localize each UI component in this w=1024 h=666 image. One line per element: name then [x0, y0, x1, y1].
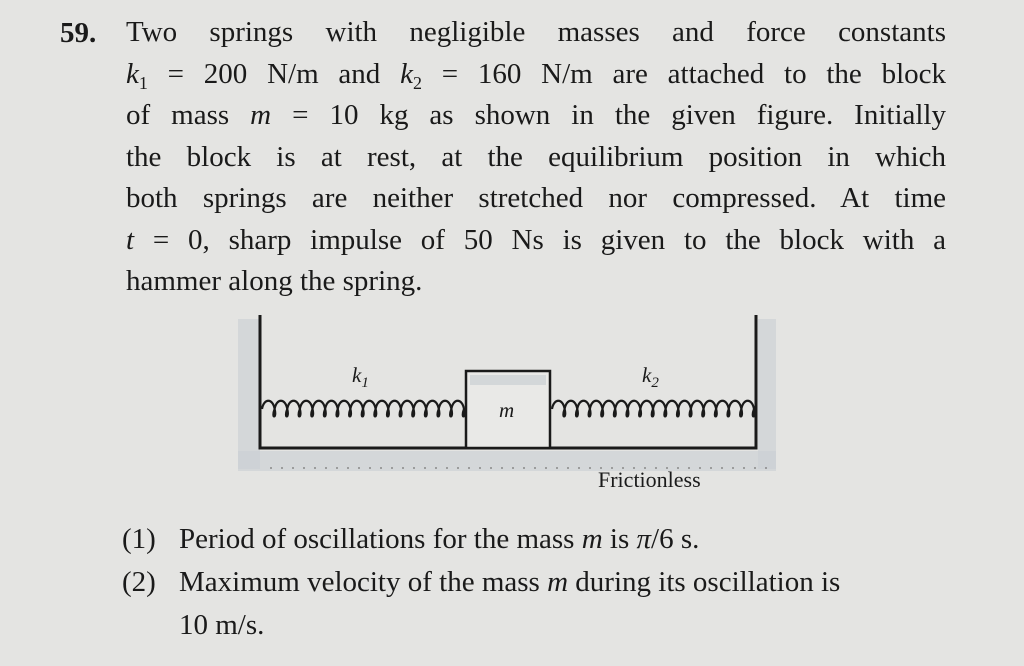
question-line-4: the block is at rest, at the equilibrium position in which: [126, 140, 946, 173]
question-line-5: both springs are neither stretched nor compressed. At time: [126, 182, 946, 214]
option-2-number: (2): [122, 566, 156, 598]
question-number: 59.: [60, 17, 97, 49]
right-wall-hatching: [758, 319, 776, 469]
right-spring-label: $k_2$: [642, 363, 659, 391]
left-wall-hatching: [238, 319, 260, 469]
option-1: (1) Period of oscillations for the mass m is π/6 s.: [122, 518, 1002, 561]
option-1-number: (1): [122, 523, 156, 555]
question-line-2: $k_1 = 200$ N/m and $k_2 = 160$ N/m are attached to the block: [126, 57, 946, 93]
right-spring: [552, 401, 755, 417]
k1-symbol: k: [126, 57, 139, 90]
mass-symbol: m: [250, 99, 272, 131]
k2-symbol: k: [400, 57, 413, 90]
left-spring: [262, 401, 465, 417]
question-line-7: hammer along the spring.: [126, 265, 423, 297]
answer-options: [122, 518, 1002, 647]
pi-symbol: π: [636, 523, 652, 555]
option-2-continuation: 10 m/s.: [179, 609, 265, 641]
block-label: m: [499, 398, 515, 422]
spring-block-figure: [230, 305, 790, 505]
k2-subscript: 2: [412, 72, 422, 93]
question-line-1: Two springs with negligible masses and force constants: [126, 16, 946, 48]
question-text: [126, 12, 946, 303]
k1-subscript: 1: [138, 72, 148, 93]
question-line-3: of mass m = 10 kg as shown in the given figure. Initially: [126, 99, 946, 131]
frictionless-label: Frictionless: [598, 467, 701, 492]
block-top-shading: [470, 375, 546, 385]
option-2: (2) Maximum velocity of the mass m during its oscillation is 10 m/s.: [122, 561, 1002, 647]
question-line-6: t = 0, sharp impulse of 50 Ns is given to the block with a: [126, 223, 946, 256]
left-spring-label: $k_1$: [352, 363, 369, 391]
time-symbol: t: [126, 223, 135, 256]
